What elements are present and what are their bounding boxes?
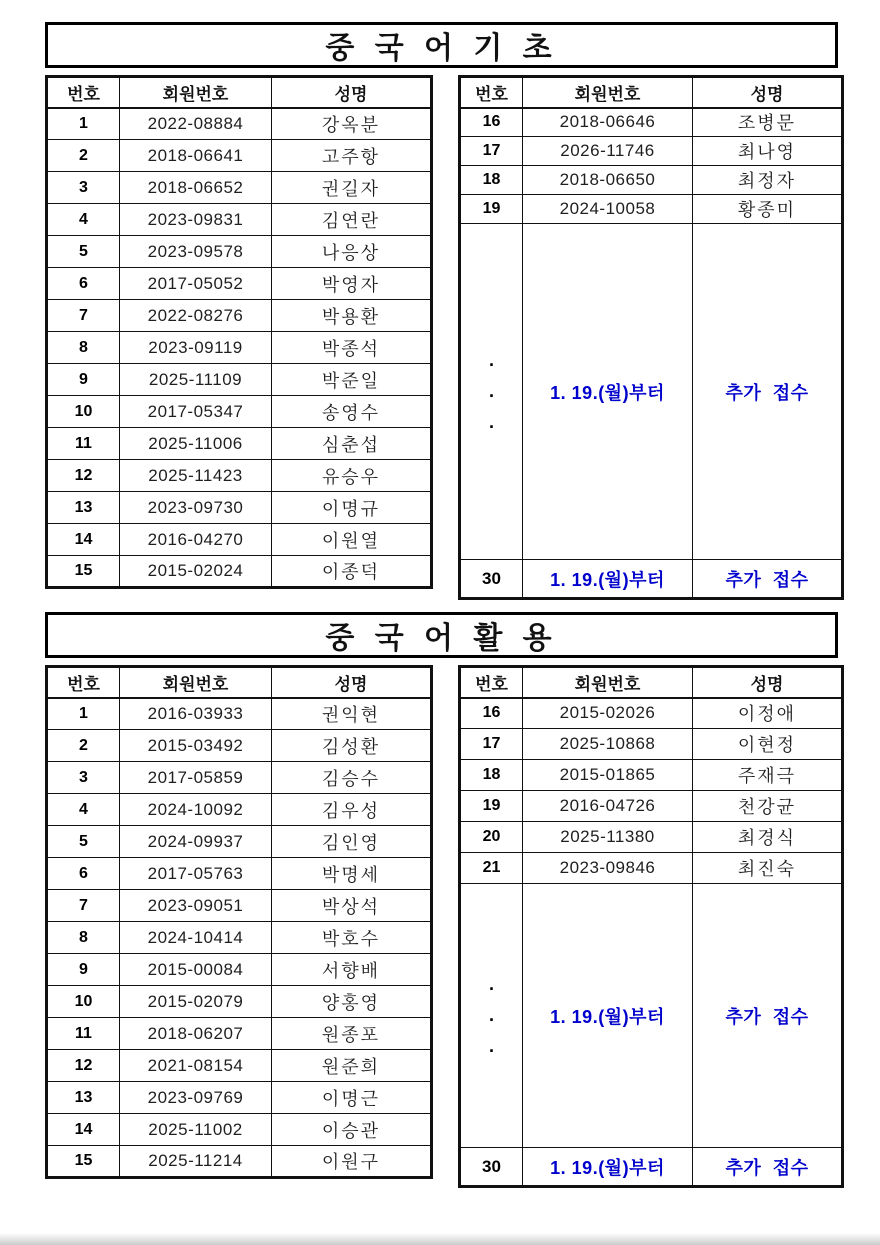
cell-name: 박영자 — [272, 268, 432, 300]
header-row — [460, 667, 843, 698]
cell-name: 김연란 — [272, 204, 432, 236]
col-header-name: 성명 — [272, 667, 432, 698]
cell-name: 나응상 — [272, 236, 432, 268]
course-title: 중 국 어 활 용 — [325, 622, 558, 655]
cell-no: 20 — [460, 822, 523, 853]
cell-member-id: 2015-03492 — [120, 730, 272, 762]
course-title-box — [45, 612, 838, 658]
cell-name: 최나영 — [693, 137, 843, 166]
cell-member-id: 2021-08154 — [120, 1050, 272, 1082]
cell-member-id: 2018-06641 — [120, 140, 272, 172]
cell-member-id: 2025-11109 — [120, 364, 272, 396]
ellipsis-dots — [460, 224, 523, 560]
table-header — [47, 667, 432, 698]
cell-member-id: 2016-03933 — [120, 698, 272, 730]
table-row — [47, 556, 432, 588]
cell-member-id: 2018-06652 — [120, 172, 272, 204]
cell-name: 주재극 — [693, 760, 843, 791]
cell-no: 7 — [47, 890, 120, 922]
table-row — [47, 762, 432, 794]
cell-no: 7 — [47, 300, 120, 332]
cell-no: 16 — [460, 108, 523, 137]
cell-no: 8 — [47, 922, 120, 954]
table-row — [47, 300, 432, 332]
cell-member-id: 2018-06646 — [523, 108, 693, 137]
cell-no: 2 — [47, 730, 120, 762]
cell-member-id: 2015-02079 — [120, 986, 272, 1018]
cell-no: 6 — [47, 268, 120, 300]
dot: . — [488, 350, 494, 370]
page-bottom-scan-shadow — [0, 1233, 880, 1245]
extra-date-label: 1. 19.(월)부터 — [523, 224, 693, 560]
cell-no: 19 — [460, 791, 523, 822]
cell-no: 18 — [460, 760, 523, 791]
cell-no: 13 — [47, 1082, 120, 1114]
cell-member-id: 2023-09730 — [120, 492, 272, 524]
roster-table-right — [458, 665, 844, 1188]
extra-action-label: 추가 접수 — [693, 1148, 843, 1187]
cell-name: 이정애 — [693, 698, 843, 729]
table-header — [460, 667, 843, 698]
col-header-member-id: 회원번호 — [120, 77, 272, 108]
cell-member-id: 2025-11380 — [523, 822, 693, 853]
table-row — [47, 524, 432, 556]
table-row — [460, 108, 843, 137]
cell-name: 송영수 — [272, 396, 432, 428]
cell-name: 이승관 — [272, 1114, 432, 1146]
cell-no: 11 — [47, 428, 120, 460]
ellipsis-dots — [460, 884, 523, 1148]
cell-member-id: 2024-10414 — [120, 922, 272, 954]
cell-name: 김성환 — [272, 730, 432, 762]
cell-no: 3 — [47, 762, 120, 794]
table-row — [47, 826, 432, 858]
cell-name: 유승우 — [272, 460, 432, 492]
header-row — [460, 77, 843, 108]
roster-tables — [45, 75, 838, 600]
table-row — [47, 1082, 432, 1114]
table-row — [47, 236, 432, 268]
cell-name: 양홍영 — [272, 986, 432, 1018]
table-row — [47, 986, 432, 1018]
cell-name: 박상석 — [272, 890, 432, 922]
roster-tables — [45, 665, 838, 1188]
cell-member-id: 2024-10092 — [120, 794, 272, 826]
cell-member-id: 2025-11006 — [120, 428, 272, 460]
cell-name: 이명근 — [272, 1082, 432, 1114]
cell-no: 9 — [47, 954, 120, 986]
table-row — [47, 794, 432, 826]
cell-no: 6 — [47, 858, 120, 890]
cell-member-id: 2015-01865 — [523, 760, 693, 791]
cell-member-id: 2016-04726 — [523, 791, 693, 822]
cell-no: 8 — [47, 332, 120, 364]
table-row — [47, 204, 432, 236]
cell-no: 16 — [460, 698, 523, 729]
extra-action-label: 추가 접수 — [693, 224, 843, 560]
cell-no: 5 — [47, 826, 120, 858]
cell-member-id: 2017-05763 — [120, 858, 272, 890]
cell-name: 박명세 — [272, 858, 432, 890]
cell-member-id: 2025-11002 — [120, 1114, 272, 1146]
roster-table-left — [45, 75, 433, 589]
cell-member-id: 2023-09769 — [120, 1082, 272, 1114]
roster-table-left — [45, 665, 433, 1179]
cell-name: 이원열 — [272, 524, 432, 556]
cell-name: 김우성 — [272, 794, 432, 826]
cell-no: 17 — [460, 137, 523, 166]
table-row — [460, 729, 843, 760]
table-row — [47, 172, 432, 204]
cell-member-id: 2017-05347 — [120, 396, 272, 428]
cell-name: 최경식 — [693, 822, 843, 853]
extra-action-label: 추가 접수 — [693, 884, 843, 1148]
cell-member-id: 2018-06207 — [120, 1018, 272, 1050]
col-header-no: 번호 — [47, 77, 120, 108]
table-row — [47, 1050, 432, 1082]
cell-member-id: 2015-02026 — [523, 698, 693, 729]
cell-member-id: 2023-09846 — [523, 853, 693, 884]
cell-name: 고주항 — [272, 140, 432, 172]
table-body — [460, 698, 843, 1187]
col-header-name: 성명 — [693, 667, 843, 698]
table-row — [47, 730, 432, 762]
col-header-no: 번호 — [460, 77, 523, 108]
cell-no: 13 — [47, 492, 120, 524]
cell-no: 1 — [47, 108, 120, 140]
table-row — [47, 460, 432, 492]
cell-member-id: 2024-10058 — [523, 195, 693, 224]
cell-no: 14 — [47, 524, 120, 556]
cell-member-id: 2017-05859 — [120, 762, 272, 794]
cell-name: 권익현 — [272, 698, 432, 730]
cell-name: 이현정 — [693, 729, 843, 760]
table-row — [460, 698, 843, 729]
cell-member-id: 2018-06650 — [523, 166, 693, 195]
cell-no: 12 — [47, 460, 120, 492]
cell-member-id: 2025-11423 — [120, 460, 272, 492]
cell-no: 12 — [47, 1050, 120, 1082]
table-row — [47, 492, 432, 524]
additional-registration-row — [460, 884, 843, 1148]
cell-member-id: 2023-09051 — [120, 890, 272, 922]
header-row — [47, 667, 432, 698]
course-title-box — [45, 22, 838, 68]
cell-no: 19 — [460, 195, 523, 224]
cell-member-id: 2026-11746 — [523, 137, 693, 166]
last-slot-row — [460, 560, 843, 599]
cell-name: 서향배 — [272, 954, 432, 986]
dot: . — [488, 1036, 494, 1056]
last-slot-row — [460, 1148, 843, 1187]
roster-table-right — [458, 75, 844, 600]
extra-date-label: 1. 19.(월)부터 — [523, 560, 693, 599]
cell-no: 30 — [460, 560, 523, 599]
extra-date-label: 1. 19.(월)부터 — [523, 884, 693, 1148]
cell-member-id: 2022-08884 — [120, 108, 272, 140]
cell-no: 4 — [47, 204, 120, 236]
cell-name: 이명규 — [272, 492, 432, 524]
cell-no: 5 — [47, 236, 120, 268]
cell-member-id: 2016-04270 — [120, 524, 272, 556]
cell-name: 권길자 — [272, 172, 432, 204]
cell-name: 최진숙 — [693, 853, 843, 884]
dot: . — [488, 974, 494, 994]
cell-name: 조병문 — [693, 108, 843, 137]
cell-name: 박용환 — [272, 300, 432, 332]
cell-member-id: 2023-09119 — [120, 332, 272, 364]
cell-name: 원준희 — [272, 1050, 432, 1082]
table-body — [47, 108, 432, 588]
cell-no: 14 — [47, 1114, 120, 1146]
cell-name: 이원구 — [272, 1146, 432, 1178]
cell-no: 10 — [47, 986, 120, 1018]
table-row — [47, 364, 432, 396]
cell-name: 박종석 — [272, 332, 432, 364]
table-row — [47, 108, 432, 140]
table-row — [47, 332, 432, 364]
table-header — [47, 77, 432, 108]
cell-name: 최정자 — [693, 166, 843, 195]
cell-name: 박준일 — [272, 364, 432, 396]
cell-no: 9 — [47, 364, 120, 396]
col-header-member-id: 회원번호 — [523, 667, 693, 698]
extra-date-label: 1. 19.(월)부터 — [523, 1148, 693, 1187]
col-header-member-id: 회원번호 — [120, 667, 272, 698]
table-header — [460, 77, 843, 108]
cell-no: 15 — [47, 556, 120, 588]
section-chinese-basic — [45, 22, 838, 600]
table-row — [47, 1146, 432, 1178]
table-body — [460, 108, 843, 599]
dot: . — [488, 381, 494, 401]
cell-name: 강옥분 — [272, 108, 432, 140]
table-body — [47, 698, 432, 1178]
additional-registration-row — [460, 224, 843, 560]
cell-name: 원종포 — [272, 1018, 432, 1050]
header-row — [47, 77, 432, 108]
table-row — [47, 890, 432, 922]
table-row — [460, 137, 843, 166]
col-header-member-id: 회원번호 — [523, 77, 693, 108]
cell-member-id: 2022-08276 — [120, 300, 272, 332]
cell-member-id: 2025-11214 — [120, 1146, 272, 1178]
table-row — [460, 760, 843, 791]
table-row — [47, 428, 432, 460]
table-row — [47, 268, 432, 300]
table-row — [47, 698, 432, 730]
cell-member-id: 2017-05052 — [120, 268, 272, 300]
table-row — [460, 195, 843, 224]
col-header-name: 성명 — [693, 77, 843, 108]
table-row — [47, 1018, 432, 1050]
cell-member-id: 2024-09937 — [120, 826, 272, 858]
dot: . — [488, 412, 494, 432]
cell-name: 황종미 — [693, 195, 843, 224]
cell-member-id: 2023-09578 — [120, 236, 272, 268]
table-row — [460, 791, 843, 822]
table-row — [47, 858, 432, 890]
cell-no: 21 — [460, 853, 523, 884]
cell-no: 2 — [47, 140, 120, 172]
cell-name: 이종덕 — [272, 556, 432, 588]
section-chinese-advanced — [45, 612, 838, 1188]
cell-member-id: 2015-02024 — [120, 556, 272, 588]
col-header-no: 번호 — [460, 667, 523, 698]
cell-no: 17 — [460, 729, 523, 760]
cell-member-id: 2023-09831 — [120, 204, 272, 236]
cell-no: 11 — [47, 1018, 120, 1050]
cell-no: 15 — [47, 1146, 120, 1178]
table-row — [47, 1114, 432, 1146]
course-title: 중 국 어 기 초 — [325, 32, 558, 65]
table-row — [460, 166, 843, 195]
cell-member-id: 2025-10868 — [523, 729, 693, 760]
col-header-name: 성명 — [272, 77, 432, 108]
cell-no: 1 — [47, 698, 120, 730]
extra-action-label: 추가 접수 — [693, 560, 843, 599]
table-row — [47, 954, 432, 986]
table-row — [47, 922, 432, 954]
table-row — [460, 822, 843, 853]
table-row — [47, 396, 432, 428]
col-header-no: 번호 — [47, 667, 120, 698]
cell-no: 4 — [47, 794, 120, 826]
cell-no: 18 — [460, 166, 523, 195]
cell-no: 30 — [460, 1148, 523, 1187]
cell-no: 10 — [47, 396, 120, 428]
cell-name: 박호수 — [272, 922, 432, 954]
cell-name: 심춘섭 — [272, 428, 432, 460]
dot: . — [488, 1005, 494, 1025]
cell-no: 3 — [47, 172, 120, 204]
cell-member-id: 2015-00084 — [120, 954, 272, 986]
table-row — [460, 853, 843, 884]
cell-name: 김인영 — [272, 826, 432, 858]
cell-name: 김승수 — [272, 762, 432, 794]
table-row — [47, 140, 432, 172]
cell-name: 천강균 — [693, 791, 843, 822]
